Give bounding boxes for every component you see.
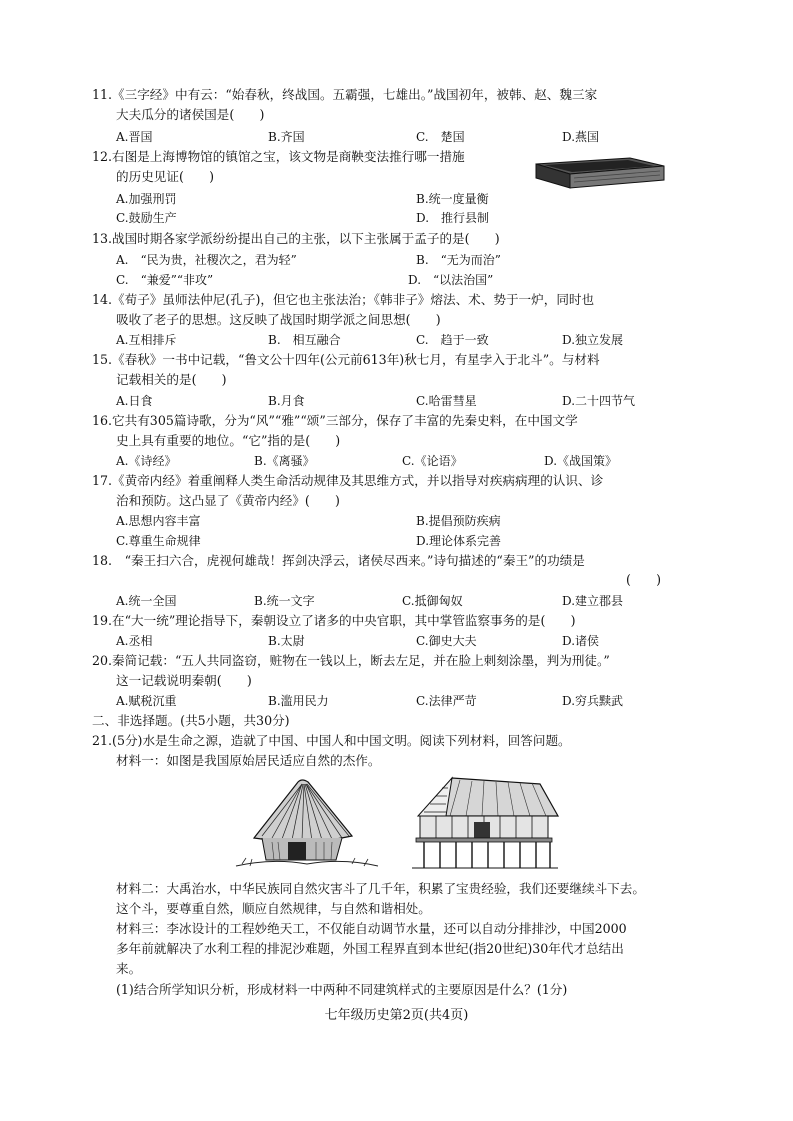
q12-option-d[interactable]: D. 推行县制 [416,211,490,225]
q16-option-c[interactable]: C.《论语》 [402,454,463,468]
page-footer: 七年级历史第2页(共4页) [324,1008,469,1023]
q13-options [116,251,696,269]
q21-material2-line-2: 这个斗，要尊重自然，顺应自然规律，与自然和谐相处。 [116,901,431,916]
q15-option-a[interactable]: A.日食 [116,394,153,408]
q12-line-1: 12.右图是上海博物馆的镇馆之宝，该文物是商鞅变法推行哪一措施 [92,149,465,164]
q15-options [116,392,696,410]
q13-option-c[interactable]: C. “兼爱”“非攻” [116,273,214,287]
q21-sub-question-1: (1)结合所学知识分析，形成材料一中两种不同建筑样式的主要原因是什么？(1分) [116,982,568,997]
q18-option-a[interactable]: A.统一全国 [116,594,177,608]
q12-options [116,190,696,208]
q20-option-d[interactable]: D.穷兵黩武 [562,694,624,708]
q14-option-a[interactable]: A.互相排斥 [116,333,177,347]
q17-option-a[interactable]: A.思想内容丰富 [116,514,201,528]
q12-option-a[interactable]: A.加强刑罚 [116,192,177,206]
q19-options [116,632,696,650]
q20-options [116,692,696,710]
q14-line-1: 14.《荀子》虽师法仲尼(孔子)，但它也主张法治；《韩非子》熔法、术、势于一炉，同时也 [92,292,595,307]
q18-option-b[interactable]: B.统一文字 [254,594,315,608]
q18-line-1: 18. “秦王扫六合，虎视何雄哉！挥剑决浮云，诸侯尽西来。”诗句描述的“秦王”的功绩是 [92,553,585,568]
q17-line-2: 治和预防。这凸显了《黄帝内经》( ) [116,493,340,508]
q21-material3-line-2: 多年前就解决了水利工程的排泥沙难题，外国工程界直到本世纪(指20世纪)30年代才总结出 [116,941,624,956]
q19-line-1: 19.在“大一统”理论指导下，秦朝设立了诸多的中央官职，其中掌管监察事务的是( ) [92,613,576,628]
q16-option-b[interactable]: B.《离骚》 [254,454,315,468]
q20-option-b[interactable]: B.滥用民力 [268,694,329,708]
q11-option-c[interactable]: C. 楚国 [416,130,465,144]
q12-option-c[interactable]: C.鼓励生产 [116,211,177,225]
q19-option-b[interactable]: B.太尉 [268,634,305,648]
q14-options [116,331,696,349]
q16-line-2: 史上具有重要的地位。“它”指的是( ) [116,433,341,448]
q13-option-b[interactable]: B. “无为而治” [416,253,501,267]
q15-option-c[interactable]: C.哈雷彗星 [416,394,477,408]
q12-option-b[interactable]: B.统一度量衡 [416,192,489,206]
q16-options [116,452,696,470]
section-2-heading: 二、非选择题。(共5小题，共30分) [92,713,290,728]
q15-line-2: 记载相关的是( ) [116,372,227,387]
q11-option-d[interactable]: D.燕国 [562,130,600,144]
q13-line-1: 13.战国时期各家学派纷纷提出自己的主张，以下主张属于孟子的是( ) [92,231,500,246]
stilt-house-icon [410,772,560,876]
q21-intro: 21.(5分)水是生命之源，造就了中国、中国人和中国文明。阅读下列材料，回答问题。 [92,733,571,748]
q19-option-c[interactable]: C.御史大夫 [416,634,477,648]
q14-option-b[interactable]: B. 相互融合 [268,333,341,347]
q18-options [116,592,696,610]
q11-options [116,128,696,146]
q12-line-2: 的历史见证( ) [116,169,214,184]
q20-option-a[interactable]: A.赋税沉重 [116,694,177,708]
q17-options [116,512,696,530]
q20-line-1: 20.秦简记载：“五人共同盗窃，赃物在一钱以上，断去左足，并在脸上刺刻涂墨，判为刑徒。” [92,653,610,668]
q11-line-2: 大夫瓜分的诸侯国是( ) [116,107,265,122]
round-thatched-hut-icon [232,776,382,872]
q13-option-a[interactable]: A. “民为贵，社稷次之，君为轻” [116,253,297,267]
q18-option-d[interactable]: D.建立郡县 [562,594,624,608]
q15-option-b[interactable]: B.月食 [268,394,305,408]
q14-option-c[interactable]: C. 趋于一致 [416,333,489,347]
q21-material1: 材料一：如图是我国原始居民适应自然的杰作。 [116,753,381,768]
q13-option-d[interactable]: D. “以法治国” [408,273,494,287]
q16-option-a[interactable]: A.《诗经》 [116,454,177,468]
q11-option-a[interactable]: A.晋国 [116,130,153,144]
q11-line-1: 11.《三字经》中有云：“始春秋，终战国。五霸强，七雄出。”战国初年，被韩、赵、魏三家 [92,87,598,102]
q16-option-d[interactable]: D.《战国策》 [544,454,618,468]
q17-option-b[interactable]: B.提倡预防疾病 [416,514,501,528]
q18-answer-blank: ( ) [626,572,662,587]
q15-option-d[interactable]: D.二十四节气 [562,394,636,408]
bronze-measure-icon [534,152,666,190]
q17-option-d[interactable]: D.理论体系完善 [416,534,502,548]
q11-option-b[interactable]: B.齐国 [268,130,305,144]
q16-line-1: 16.它共有305篇诗歌，分为“风”“雅”“颂”三部分，保存了丰富的先秦史料，在中国文学 [92,413,578,428]
q17-options-row2 [116,532,696,550]
q15-line-1: 15.《春秋》一书中记载，“鲁文公十四年(公元前613年)秋七月，有星孛入于北斗”。与材料 [92,352,600,367]
q19-option-d[interactable]: D.诸侯 [562,634,600,648]
q20-line-2: 这一记载说明秦朝( ) [116,673,252,688]
q13-options-row2 [116,271,696,289]
q21-material2-line-1: 材料二：大禹治水，中华民族同自然灾害斗了几千年，积累了宝贵经验，我们还要继续斗下去。 [116,881,645,896]
q21-material3-line-3: 来。 [116,961,142,976]
q20-option-c[interactable]: C.法律严苛 [416,694,477,708]
q14-option-d[interactable]: D.独立发展 [562,333,624,347]
q18-option-c[interactable]: C.抵御匈奴 [402,594,463,608]
q21-material3-line-1: 材料三：李冰设计的工程妙绝天工，不仅能自动调节水量，还可以自动分排排沙，中国2000 [116,921,627,936]
q12-options-row2 [116,209,696,227]
q14-line-2: 吸收了老子的思想。这反映了战国时期学派之间思想( ) [116,312,441,327]
q17-line-1: 17.《黄帝内经》着重阐释人类生命活动规律及其思维方式，并以指导对疾病病理的认识、诊 [92,473,604,488]
q19-option-a[interactable]: A.丞相 [116,634,153,648]
q17-option-c[interactable]: C.尊重生命规律 [116,534,201,548]
